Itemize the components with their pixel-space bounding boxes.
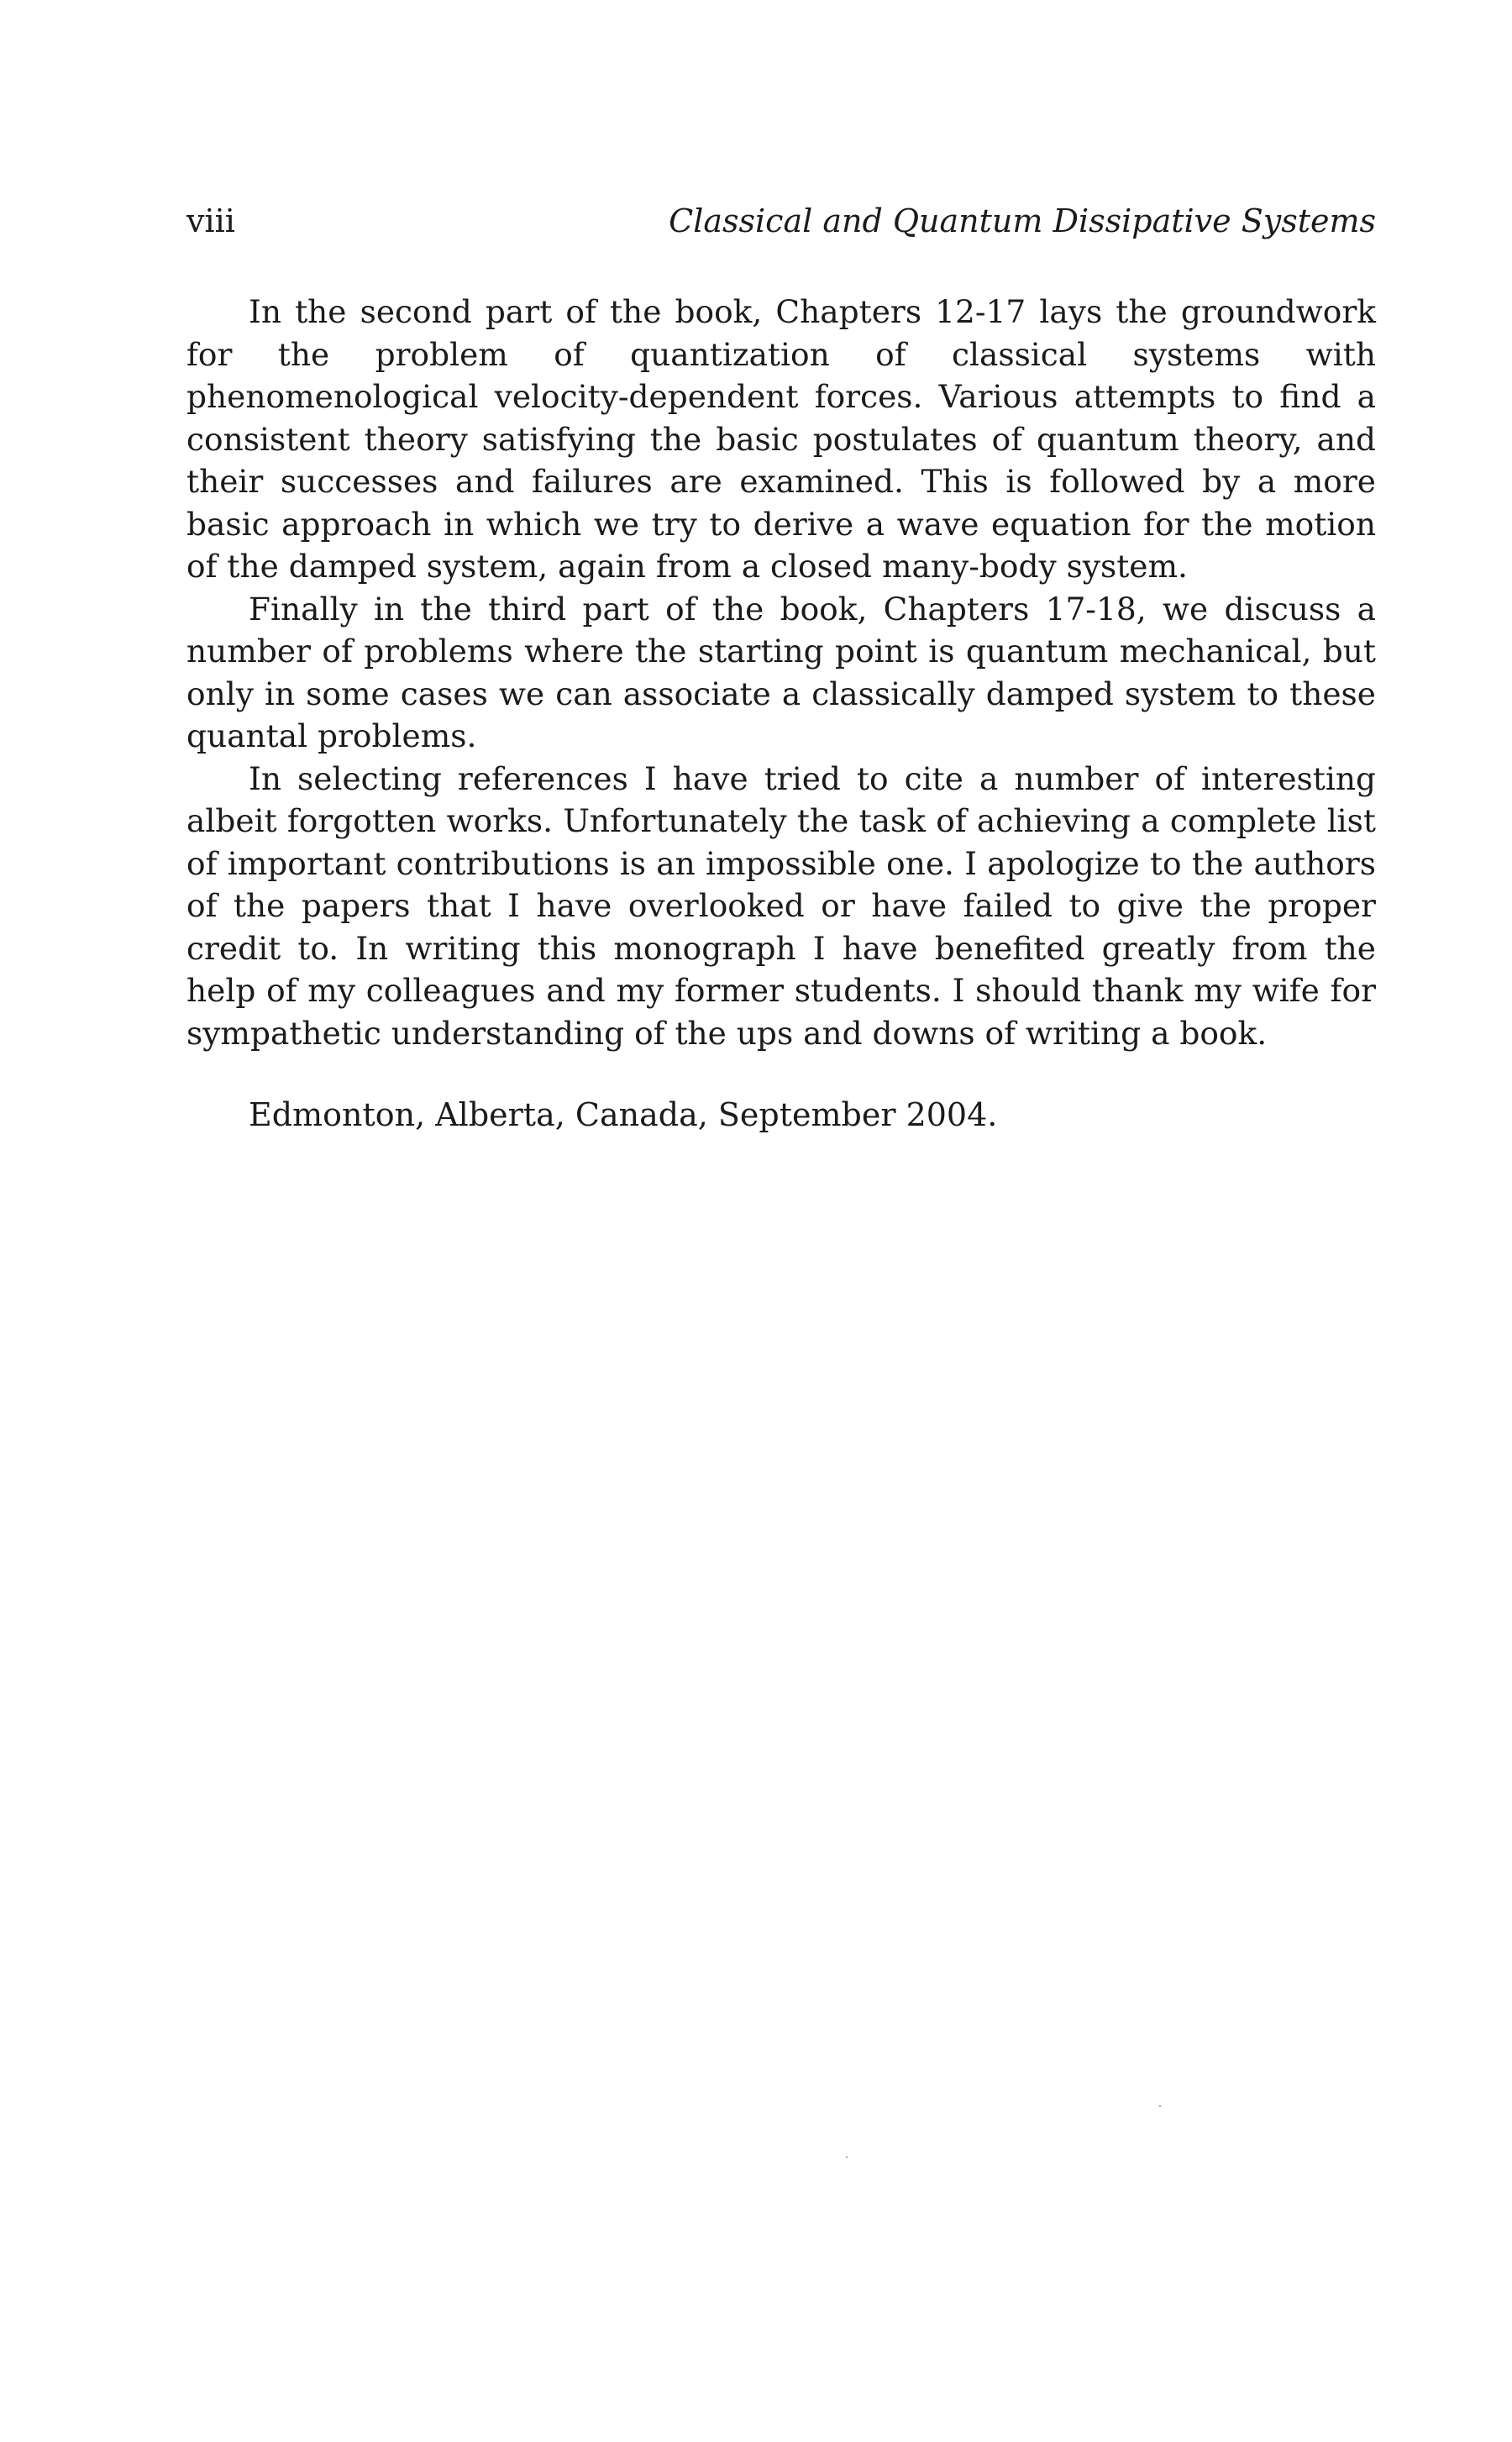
scan-speck — [846, 2156, 848, 2158]
page-number: viii — [186, 202, 235, 239]
book-title: Classical and Quantum Dissipative Systems — [669, 202, 1376, 239]
place-and-date: Edmonton, Alberta, Canada, September 2004. — [249, 1096, 998, 1133]
paragraph-references: In selecting references I have tried to cite a number of interesting albeit forgotten works. Unfortunately the task of achieving a complete list of important contributions is an impossible one. I apologize to the authors of the papers that I have overlooked or have failed to give the proper credit to. In writing this monograph I have benefited greatly from the help of my colleagues and my former students. I should thank my wife for sympathetic understanding of the ups and downs of writing a book. — [186, 759, 1376, 1052]
preface-body — [186, 291, 1376, 1054]
paragraph-second-part: In the second part of the book, Chapters 12-17 lays the groundwork for the problem of quantization of classical systems with phenomenological velocity-dependent forces. Various attempts to find a consistent theory satisfying the basic postulates of quantum theory, and their successes and failures are examined. This is followed by a more basic approach in which we try to derive a wave equation for the motion of the damped system, again from a closed many-body system. — [186, 293, 1376, 585]
scan-speck — [1159, 2105, 1161, 2107]
paragraph-third-part: Finally in the third part of the book, Chapters 17-18, we discuss a number of problems where the starting point is quantum mechanical, but only in some cases we can associate a classically damped system to these quantal problems. — [186, 590, 1376, 754]
running-head — [186, 200, 1376, 242]
